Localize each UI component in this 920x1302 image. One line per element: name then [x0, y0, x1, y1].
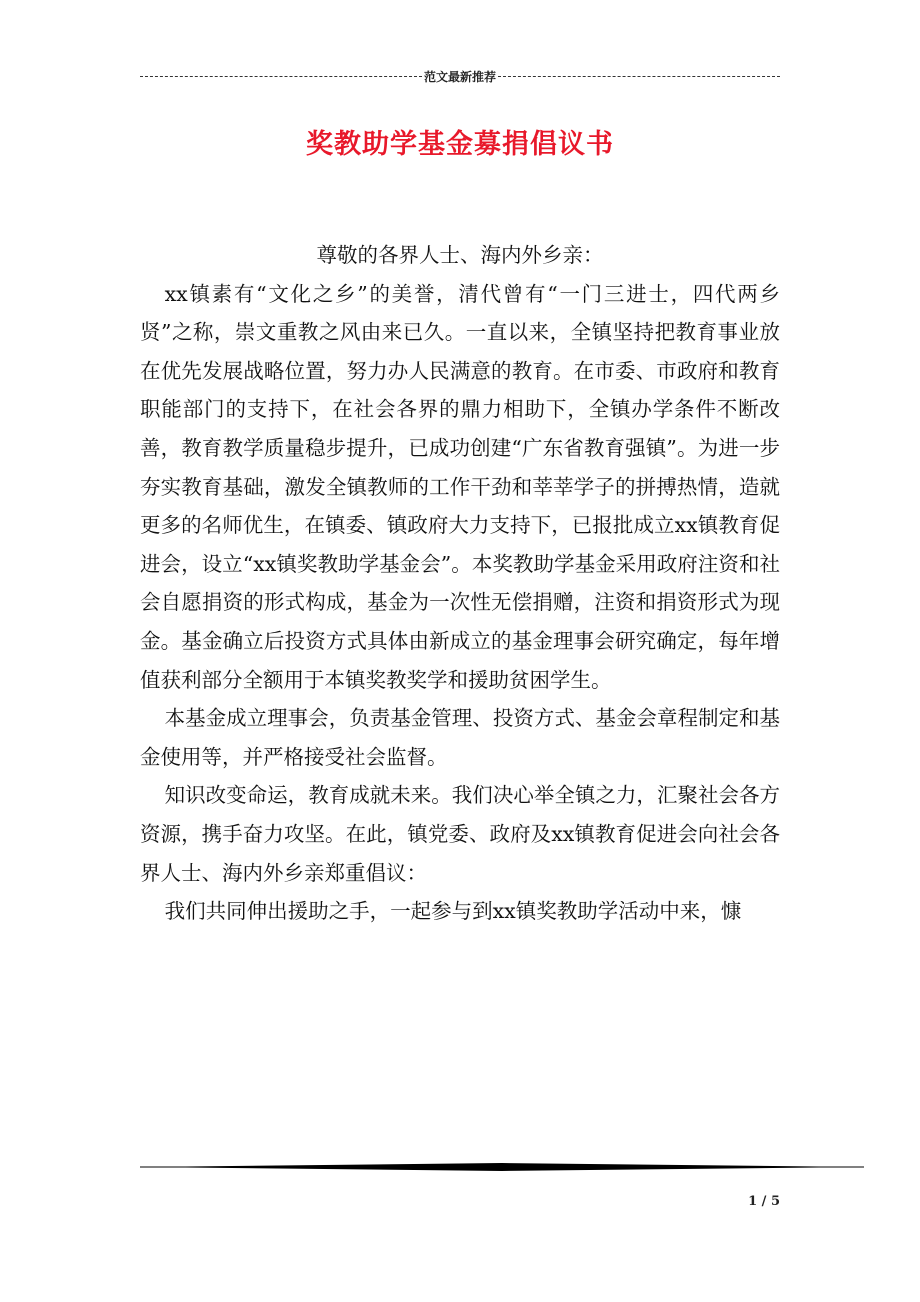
- paragraph-3: 知识改变命运，教育成就未来。我们决心举全镇之力，汇聚社会各方资源，携手奋力攻坚。在此，镇党委、政府及xx镇教育促进会向社会各界人士、海内外乡亲郑重倡议：: [140, 783, 780, 885]
- footer-divider: [140, 1162, 864, 1172]
- salutation: 尊敬的各界人士、海内外乡亲：: [316, 243, 604, 267]
- header-dash-left: [140, 76, 422, 77]
- paragraph-2: 本基金成立理事会，负责基金管理、投资方式、基金会章程制定和基金使用等，并严格接受社会监督。: [140, 706, 780, 769]
- document-title: 奖教助学基金募捐倡议书: [306, 129, 614, 160]
- header-dash-right: [498, 76, 780, 77]
- paragraph-4: 我们共同伸出援助之手，一起参与到xx镇奖教助学活动中来，慷: [164, 899, 742, 924]
- header-banner: [140, 66, 780, 86]
- page-number: 1 / 5: [748, 1194, 780, 1209]
- paragraph-1: xx镇素有“文化之乡”的美誉，清代曾有“一门三进士，四代两乡贤”之称，崇文重教之风由来已久。一直以来，全镇坚持把教育事业放在优先发展战略位置，努力办人民满意的教育。在市委、市政府和教育职能部门的支持下，在社会各界的鼎力相助下，全镇办学条件不断改善，教育教学质量稳步提升，已成功创建“广东省教育强镇”。为进一步夯实教育基础，激发全镇教师的工作干劲和莘莘学子的拼搏热情，造就更多的名师优生，在镇委、镇政府大力支持下，已报批成立xx镇教育促进会，设立“xx镇奖教助学基金会”。本奖教助学基金采用政府注资和社会自愿捐资的形式构成，基金为一次性无偿捐赠，注资和捐资形式为现金。基金确立后投资方式具体由新成立的基金理事会研究确定，每年增值获利部分全额用于本镇奖教奖学和援助贫困学生。: [140, 281, 780, 692]
- document-body: [140, 236, 780, 931]
- header-label: 范文最新推荐: [424, 69, 497, 84]
